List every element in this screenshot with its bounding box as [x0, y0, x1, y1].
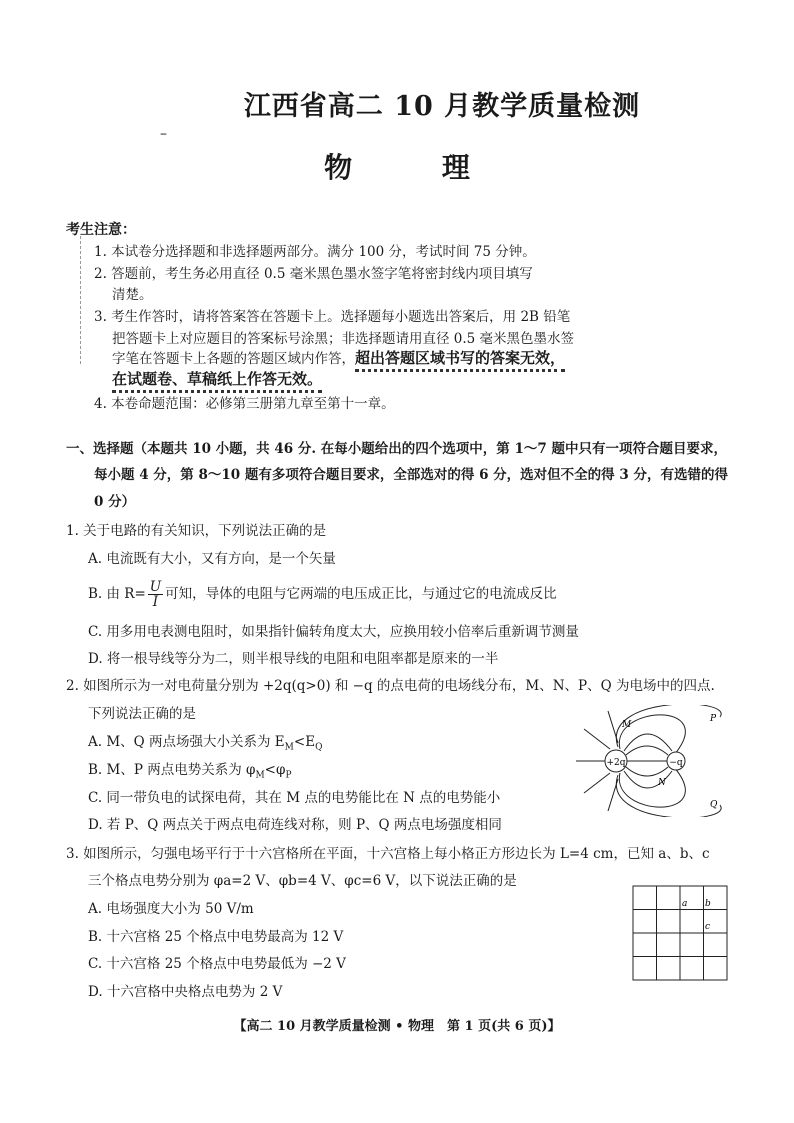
q1-b-prefix: B. 由 R=: [88, 586, 146, 602]
q3-option-d: D. 十六宫格中央格点电势为 2 V: [88, 984, 283, 1000]
q1-option-c: C. 用多用电表测电阻时，如果指针偏转角度太大，应换用较小倍率后重新调节测量: [88, 624, 579, 640]
q2-b-mid: <φ: [264, 762, 286, 778]
field-line-inner-bottom: [626, 767, 668, 776]
grid-label-c: c: [705, 922, 711, 932]
header-mark: –: [160, 126, 167, 142]
section-heading-line-2: 每小题 4 分，第 8～10 题有多项符合题目要求，全部选对的得 6 分，选对但不全的得 3 分，有选错的得: [94, 467, 728, 483]
point-m-label: M: [622, 720, 632, 730]
point-n-label: N: [658, 778, 666, 788]
point-q-label: Q: [710, 800, 718, 810]
exam-title: 江西省高二 10 月教学质量检测: [243, 91, 641, 122]
q2-option-c: C. 同一带负电的试探电荷，其在 M 点的电势能比在 N 点的电势能小: [88, 790, 501, 806]
notice-item-4: 4. 本卷命题范围：必修第三册第九章至第十一章。: [94, 396, 395, 412]
q1-stem: 1. 关于电路的有关知识，下列说法正确的是: [66, 523, 327, 539]
field-line-down: [608, 779, 618, 811]
notice-emphasis-1: 超出答题区域书写的答案无效，: [355, 349, 565, 372]
q1-b-suffix: 可知，导体的电阻与它两端的电压成正比，与通过它的电流成反比: [165, 586, 557, 602]
q2-field-line-figure: [570, 705, 740, 817]
page-footer: 【高二 10 月教学质量检测 • 物理 第 1 页(共 6 页)】: [233, 1019, 561, 1034]
q2-b-text: B. M、P 两点电势关系为 φ: [88, 762, 256, 778]
grid-label-a: a: [682, 899, 688, 909]
q2-a-sub-2: Q: [315, 742, 323, 753]
notice-item-3-cont2: [112, 347, 565, 368]
q1-b-denominator: I: [152, 594, 159, 610]
right-charge-label: −q: [669, 758, 683, 768]
field-line-left-up: [584, 729, 610, 749]
left-charge-label: +2q: [606, 758, 626, 768]
q1-b-numerator: U: [149, 579, 162, 595]
notice-item-3-text: 字笔在答题卡上各题的答题区域内作答，: [112, 351, 355, 367]
q2-a-sub-1: M: [284, 742, 294, 753]
section-heading-line-3: 0 分）: [94, 494, 136, 510]
notice-item-1: 1. 本试卷分选择题和非选择题两部分。满分 100 分，考试时间 75 分钟。: [94, 244, 536, 260]
notice-emphasis-2: 在试题卷、草稿纸上作答无效。: [112, 370, 322, 393]
q1-option-b: [88, 580, 557, 609]
field-line-left-down: [584, 773, 610, 793]
field-line-mid-top: [624, 734, 672, 751]
notice-item-3: 3. 考生作答时，请将答案答在答题卡上。选择题每小题选出答案后，用 2B 铅笔: [94, 309, 571, 325]
notice-item-2: 2. 答题前，考生务必用直径 0.5 毫米黑色墨水签字笔将密封线内项目填写: [94, 266, 533, 282]
q3-grid-figure: [632, 885, 728, 981]
field-line-up: [608, 711, 618, 743]
q2-option-d: D. 若 P、Q 两点关于两点电荷连线对称，则 P、Q 两点电场强度相同: [88, 817, 502, 833]
grid-label-b: b: [705, 899, 711, 909]
q3-option-c: C. 十六宫格 25 个格点中电势最低为 −2 V: [88, 956, 346, 972]
q1-b-fraction: [148, 580, 163, 609]
field-line-inner-top: [626, 746, 668, 755]
q1-option-a: A. 电流既有大小，又有方向，是一个矢量: [88, 551, 336, 567]
q2-b-sub-1: M: [255, 770, 265, 781]
q3-option-a: A. 电场强度大小为 50 V/m: [88, 901, 254, 917]
q2-b-sub-2: P: [285, 770, 292, 781]
q1-option-d: D. 将一根导线等分为二，则半根导线的电阻和电阻率都是原来的一半: [88, 651, 499, 667]
q2-a-text: A. M、Q 两点场强大小关系为 E: [88, 734, 285, 750]
q3-stem-2: 三个格点电势分别为 φa=2 V、φb=4 V、φc=6 V，以下说法正确的是: [88, 873, 517, 889]
subject-title: 物 理: [324, 151, 510, 184]
q3-option-b: B. 十六宫格 25 个格点中电势最高为 12 V: [88, 929, 344, 945]
q2-stem-1: 2. 如图所示为一对电荷量分别为 +2q(q>0) 和 −q 的点电荷的电场线分布，M、N、P、Q 为电场中的四点.: [66, 678, 715, 694]
q3-stem-1: 3. 如图所示，匀强电场平行于十六宫格所在平面，十六宫格上每小格正方形边长为 L=4 cm，已知 a、b、c: [66, 846, 710, 862]
notice-heading: 考生注意：: [66, 222, 136, 238]
q2-option-a: [88, 730, 322, 753]
q2-option-b: [88, 758, 292, 781]
notice-item-3-cont: 把答题卡上对应题目的答案标号涂黑；非选择题请用直径 0.5 毫米黑色墨水签: [112, 331, 575, 347]
section-heading-line-1: 一、选择题（本题共 10 小题，共 46 分. 在每小题给出的四个选项中，第 1～7 题中只有一项符合题目要求，: [66, 441, 727, 457]
notice-emphasis-line: [112, 368, 322, 389]
q2-stem-2: 下列说法正确的是: [88, 706, 196, 722]
q2-a-mid: <E: [293, 734, 316, 750]
notice-item-2-cont: 清楚。: [112, 287, 153, 303]
point-p-label: P: [710, 714, 717, 724]
